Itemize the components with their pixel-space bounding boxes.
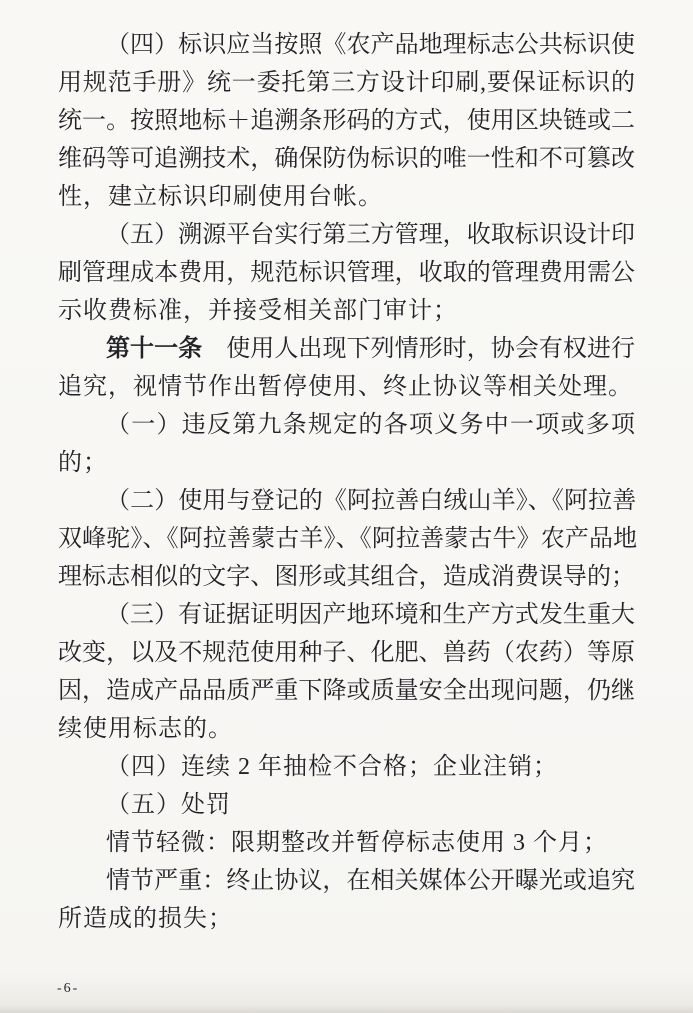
text-line: 情节严重：终止协议，在相关媒体公开曝光或追究 — [106, 868, 635, 894]
document-body — [58, 26, 635, 938]
page-number: -6- — [57, 981, 80, 996]
text-line: 用规范手册》统一委托第三方设计印刷,要保证标识的 — [58, 70, 635, 96]
text-line: 双峰驼》、《阿拉善蒙古羊》、《阿拉善蒙古牛》农产品地 — [58, 526, 635, 552]
article-number: 第十一条 — [106, 336, 203, 362]
text-line: （五）处罚 — [106, 792, 231, 818]
text-line: 改变，以及不规范使用种子、化肥、兽药（农药）等原 — [58, 640, 635, 666]
text-line: 维码等可追溯技术，确保防伪标识的唯一性和不可篡改 — [58, 146, 635, 172]
text-line: 示收费标准，并接受相关部门审计； — [58, 298, 458, 324]
text-line: 追究，视情节作出暂停使用、终止协议等相关处理。 — [58, 374, 633, 400]
text-line: （一）违反第九条规定的各项义务中一项或多项 — [106, 412, 635, 438]
text-line: （四）连续 2 年抽检不合格；企业注销； — [106, 754, 558, 780]
text-line: 所造成的损失； — [58, 906, 233, 932]
text-line: （三）有证据证明因产地环境和生产方式发生重大 — [106, 602, 635, 628]
article-text: 使用人出现下列情形时，协会有权进行 — [202, 336, 636, 362]
text-line: 性，建立标识印刷使用台帐。 — [58, 184, 383, 210]
text-line: 刷管理成本费用，规范标识管理，收取的管理费用需公 — [58, 260, 635, 286]
text-line: 理标志相似的文字、图形或其组合，造成消费误导的； — [58, 564, 635, 590]
text-line: （五）溯源平台实行第三方管理，收取标识设计印 — [106, 222, 635, 248]
text-line: 因，造成产品品质严重下降或质量安全出现问题，仍继 — [58, 678, 635, 704]
text-line: 统一。按照地标＋追溯条形码的方式，使用区块链或二 — [58, 108, 635, 134]
text-line: （四）标识应当按照《农产品地理标志公共标识使 — [106, 32, 635, 58]
text-line: （二）使用与登记的《阿拉善白绒山羊》、《阿拉善 — [106, 488, 635, 514]
text-line-article-11 — [58, 330, 635, 368]
scan-bottom-edge — [0, 1006, 693, 1013]
text-line: 的； — [58, 450, 108, 476]
text-line: 续使用标志的。 — [58, 716, 233, 742]
text-line: 情节轻微：限期整改并暂停标志使用 3 个月； — [106, 830, 608, 856]
